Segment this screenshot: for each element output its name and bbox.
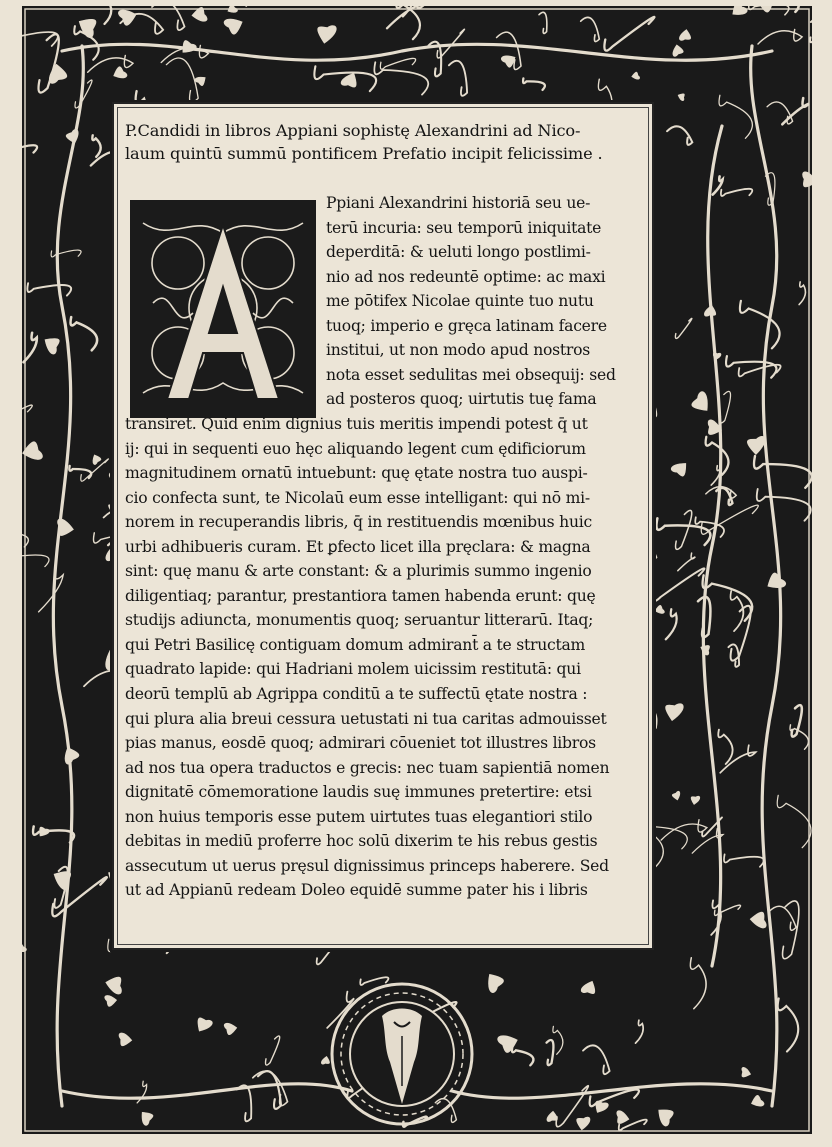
body-line: terū incuria: seu temporū iniquitate (326, 218, 602, 237)
body-line: cio confecta sunt, te Nicolaū eum esse intelligant: qui nō mi- (125, 488, 590, 507)
body-line: Ppiani Alexandrini historiā seu ue- (326, 194, 591, 212)
body-line: studijs adiuncta, monumentis quoq; seruantur litterarū. Itaq; (125, 611, 594, 630)
body-line: quadrato lapide: qui Hadriani molem uicissim restitutā: qui (125, 660, 581, 679)
text-panel (112, 102, 654, 950)
body-line: sint: quę manu & arte constant: & a plurimis summo ingenio (125, 562, 592, 581)
bottom-wreath-medallion (332, 984, 472, 1124)
preface-heading (125, 120, 650, 165)
body-line: qui plura alia breui cessura uetustati ni tua caritas admouisset (125, 709, 607, 728)
body-line: ut ad Appianū redeam Doleo equidē summe pater his i libris (125, 881, 588, 900)
body-line: nota esset sedulitas mei obsequij: sed (326, 365, 616, 384)
body-line: pias manus, eosdē quoq; admirari cōueniet tot illustres libros (125, 734, 596, 753)
body-line: deperditā: & ueluti longo postlimi- (326, 243, 591, 262)
body-line: tuoq; imperio e gręca latinam facere (326, 316, 607, 335)
body-line: ad nos tua opera traductos e grecis: nec tuam sapientiā nomen (125, 758, 610, 777)
body-line: assecutum ut uerus pręsul dignissimus princeps haberere. Sed (125, 856, 609, 875)
initial-a-woodcut (133, 203, 313, 415)
body-line: deorū templū ab Agrippa conditū a te suffectū ętate nostra : (125, 685, 588, 703)
body-line: qui Petri Basilicę contiguam domum admirant̄ a te structam (125, 635, 586, 654)
body-line: ad posteros quoq; uirtutis tuę fama (326, 390, 597, 409)
body-line: norem in recuperandis libris, q̄ in restituendis mœnibus huic (125, 513, 592, 532)
body-line: me pōtifex Nicolae quinte tuo nutu (326, 292, 594, 311)
body-line: nio ad nos redeuntē optime: ac maxi (326, 267, 606, 286)
body-line: diligentiaq; parantur, prestantiora tamen habenda erunt: quę (125, 586, 596, 605)
heading-line: P.Candidi in libros Appiani sophistę Alexandrini ad Nico- (125, 121, 581, 140)
decorated-initial (130, 200, 316, 418)
body-line: transiret. Quid enim dignius tuis meritis impendi potest q̄ ut (125, 414, 588, 433)
body-line: non huius temporis esse putem uirtutes tuas elegantiori stilo (125, 807, 593, 826)
heading-line: laum quintū summū pontificem Prefatio incipit felicissime . (125, 143, 603, 163)
body-line: urbi adhibueris curam. Et ꝑfecto licet illa pręclara: & magna (125, 537, 591, 556)
body-line: institui, ut non modo apud nostros (326, 341, 591, 360)
initial-letter: A (222, 408, 224, 409)
body-line: dignitatē cōmemoratione laudis suę immunes pretertire: etsi (125, 783, 592, 802)
body-line: magnitudinem ornatū intuebunt: quę ętate nostra tuo auspi- (125, 464, 588, 483)
initial-letter-shape (167, 225, 279, 399)
body-line: debitas in mediū proferre hoc solū dixerim te his rebus gestis (125, 832, 598, 851)
body-line: ij: qui in sequenti euo hęc aliquando legent cum ędificiorum (125, 439, 586, 458)
